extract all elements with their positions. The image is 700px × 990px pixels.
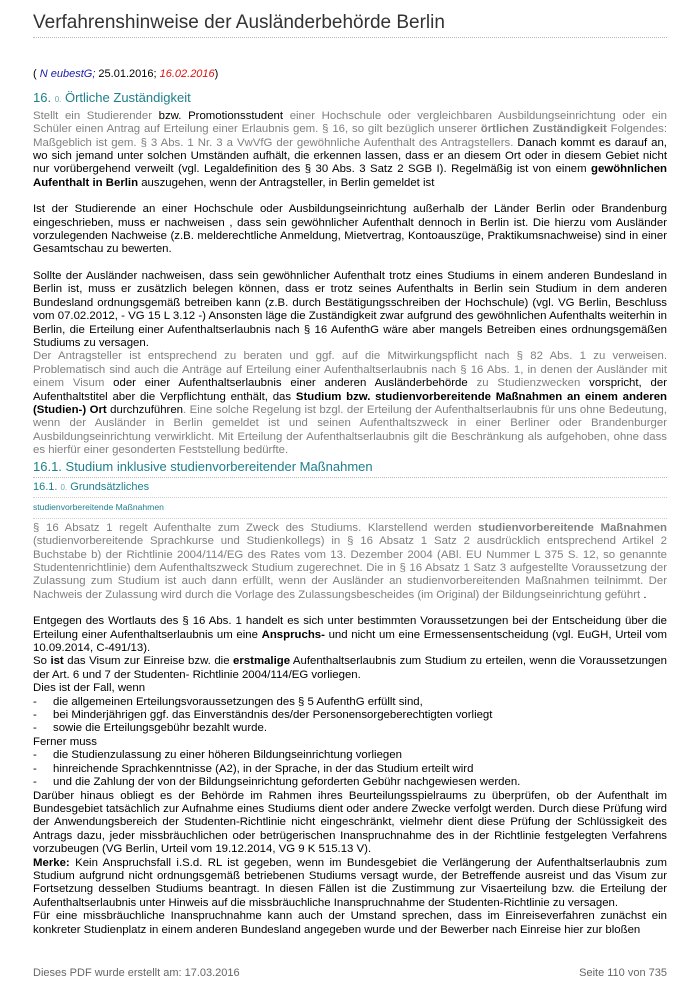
list-item: - die Studienzulassung zu einer höheren Bildungseinrichtung vorliegen <box>33 749 667 762</box>
list-item: - die allgemeinen Erteilungsvoraussetzungen des § 5 AufenthG erfüllt sind, <box>33 696 667 709</box>
text-run: studienvorbereitende Maßnahmen <box>478 521 667 534</box>
paragraph: Dies ist der Fall, wenn <box>33 682 146 695</box>
text-run: Aufenthaltserlaubnis zum Studium zu erteilen, wenn die Voraussetzungen der Art. 6 und 7 der Studenten- Richtlinie 2004/114/EG vorliegen. <box>33 655 667 681</box>
text-run: Studium bzw. studienvorbereitende Maßnahmen an einem anderen (Studien-) Ort <box>33 390 667 416</box>
text-run: oder einer Aufenthaltserlaubnis einer anderen Ausländerbehörde <box>113 377 468 390</box>
page-header-title: Verfahrenshinweise der Ausländerbehörde Berlin <box>33 12 445 33</box>
text-run: Kein Anspruchsfall i.S.d. RL ist gegeben, wenn im Bundesgebiet die Verlängerung der Aufenthaltserlaubnis zum Studium aufgrund nicht ordnungsgemäß betriebenen Studiums versagt wurde, der Betreffende ausreist und das Visum zur Fortsetzung desselben Studiums beantragt. In diesen Fällen ist die Zustimmung zur Visaerteilung bzw. die Erteilung der Aufenthaltserlaubnis unter Hinweis auf die missbräuchliche Inanspruchnahme der Studenten-Richtlinie zu versagen. <box>33 856 667 909</box>
text-run: § 16 Absatz 1 regelt Aufenthalte zum Zweck des Studiums. Klarstellend werden <box>33 521 479 534</box>
paragraph <box>33 857 667 911</box>
text-run: örtlichen Zuständigkeit <box>480 123 607 136</box>
paragraph: Ferner muss <box>33 735 97 748</box>
meta-date-highlight: 16.02.2016 <box>159 68 215 80</box>
paragraph <box>33 350 667 457</box>
text-run: das Visum zur Einreise bzw. die <box>63 655 234 668</box>
section-number: 16. <box>33 90 55 106</box>
subsection-title: Grundsätzliches <box>67 480 150 493</box>
text-run: ist <box>50 655 64 668</box>
paragraph <box>33 615 667 655</box>
meta-close: ) <box>214 68 219 80</box>
list-item: - hinreichende Sprachkenntnisse (A2), in der Sprache, in der das Studium erteilt wird <box>33 763 667 776</box>
text-run: . Eine solche Regelung ist bzgl. der Erteilung der Aufenthaltserlaubnis für uns ohne Bedeutung, wenn der Ausländer in Berlin gemeldet ist und seinen Aufenthaltszweck in einer Berliner oder Brandenburger Ausbildungseinrichtung verwirklicht. Mit Erteilung der Aufenthaltserlaubnis gilt die Beschränkung als aufgehoben, ohne dass es hierfür einer gesonderten Feststellung bedürfte. <box>33 403 667 457</box>
paragraph <box>33 655 667 682</box>
section-title: Örtliche Zuständigkeit <box>61 90 191 106</box>
paragraph: Darüber hinaus obliegt es der Behörde im Rahmen ihres Beurteilungsspielraums zu überprüfen, ob der Aufenthalt im Bundesgebiet tatsächlich zur Aufnahme eines Studiums dient oder andere Zwecke verfolgt werden. Durch diese Prüfung wird der Anwendungsbereich der Studenten-Richtlinie nicht eingeschränkt, vielmehr dient diese Prüfung der Schlüssigkeit des Antrags dazu, jeder missbräuchlichen oder betrügerischen Inanspruchnahme des in der Richtlinie festgelegten Verfahrens vorzubeugen (VG Berlin, Urteil vom 19.12.2014, VG 9 K 515.13 V). <box>33 789 667 856</box>
footer-created-date: Dieses PDF wurde erstellt am: 17.03.2016 <box>33 967 240 979</box>
condition-list <box>33 696 667 736</box>
meta-open: ( <box>33 68 40 80</box>
subsection-number: 16.1. <box>33 480 61 493</box>
section-heading-16-1: 16.1. Studium inklusive studienvorbereitender Maßnahmen <box>33 460 667 478</box>
text-run: durchzuführen <box>106 403 183 416</box>
text-run: einer Hochschule oder vergleichbaren Ausbildungseinrichtung oder ein Schüler einen Antrag auf Erteilung einer Erlaubnis gem. § 16, so gilt bezüglich unserer <box>33 109 668 136</box>
requirement-list <box>33 749 667 789</box>
header-divider <box>33 37 667 38</box>
text-run: Entgegen des Wortlauts des § 16 Abs. 1 handelt es sich unter bestimmten Voraussetzungen bei der Entscheidung über die Erteilung einer Aufenthaltserlaubnis um eine <box>33 615 667 641</box>
text-run: vorspricht, der Aufenthaltstitel aber die Verpflichtung enthält, das <box>33 377 668 403</box>
text-run: Merke: <box>33 856 70 869</box>
text-run: . <box>640 588 647 601</box>
paragraph: Für eine missbräuchliche Inanspruchnahme kann auch der Umstand sprechen, dass im Einreiseverfahren zunächst ein konkreter Studienplatz in einem anderen Bundesland angegeben wurde und der Bewerber nach Einreise hier zur bloßen <box>33 910 667 936</box>
paragraph <box>33 522 667 602</box>
section-heading-16 <box>33 91 667 106</box>
subsection-sub-number: 0. <box>60 482 68 492</box>
document-body <box>33 68 667 937</box>
text-run: So <box>33 655 51 668</box>
footer-page-number: Seite 110 von 735 <box>579 967 667 979</box>
meta-link-neubestg[interactable]: N eubestG; <box>39 68 96 80</box>
subsection-heading-grundsaetzliches <box>33 481 667 498</box>
text-run: (studienvorbereitende Sprachkurse und Studienkollegs) in § 16 Absatz 1 Satz 2 ausdrücklich entsprechend Artikel 2 Buchstabe b) der Richtlinie 2004/114/EG des Rates vom 13. Dezember 2004 (ABl. EU Nummer L 375 S. 12, so genannte Studentenrichtlinie) dem Aufenthaltszweck Studium zugerechnet. Die in § 16 Absatz 1 Satz 3 aufgestellte Voraussetzung der Zulassung zum Studium ist auch dann erfüllt, wenn der Ausländer an studienvorbereitenden Maßnahmen teilnimmt. Der Nachweis der Zulassung wird durch die Vorlage des Zulassungsbescheides (im Original) der Bildungseinrichtung geführt <box>33 535 667 601</box>
section-sub-number: 0. <box>54 95 62 105</box>
text-run: und nicht um eine Ermessensentscheidung (vgl. EuGH, Urteil vom 10.09.2014, C-491/13). <box>33 628 667 655</box>
text-run: Danach kommt es darauf an, wo sich jemand unter solchen Umständen aufhält, die erkennen lassen, dass er an diesem Ort oder in diesem Gebiet nicht nur vorübergehend verweilt (vgl. Legaldefinition des § 30 Abs. 3 Satz 2 SGB I). Regelmäßig ist von einem <box>33 136 667 176</box>
paragraph <box>33 110 667 190</box>
text-run: erstmalige <box>233 655 291 668</box>
text-run: Folgendes: Maßgeblich ist gem. § 3 Abs. 1 Nr. 3 a VwVfG der gewöhnliche Aufenthalt des Antragstellers. <box>33 123 667 149</box>
text-run: auszugehen, wenn der Antragsteller, in Berlin gemeldet ist <box>138 176 435 189</box>
text-run: Der Antragsteller ist entsprechend zu beraten und ggf. auf die Mitwirkungspflicht nach § 82 Abs. 1 zu verweisen. Problematisch sind auch die Anträge auf Erteilung einer Aufenthaltserlaubnis nach § 16 Abs. 1, in denen der Ausländer mit einem Visum <box>33 350 667 390</box>
list-item: - und die Zahlung der von der Bildungseinrichtung geforderten Gebühr nachgewiesen werden. <box>33 776 667 789</box>
list-item: - sowie die Erteilungsgebühr bezahlt wurde. <box>33 722 667 735</box>
list-item: - bei Minderjährigen ggf. das Einverständnis des/der Personensorgeberechtigten vorliegt <box>33 709 667 722</box>
keyword-tag: studienvorbereitende Maßnahmen <box>33 501 667 518</box>
meta-date: 25.01.2016; <box>95 68 160 80</box>
text-run: gewöhnlichen Aufenthalt in Berlin <box>33 163 667 189</box>
paragraph: Sollte der Ausländer nachweisen, dass sein gewöhnlicher Aufenthalt trotz eines Studiums in einem anderen Bundesland in Berlin ist, muss er zusätzlich belegen können, dass er trotz seines Aufenthalts in Berlin sein Studium in dem anderen Bundesland ordnungsgemäß betreiben kann (z.B. durch Bestätigungsschreiben der Hochschule) (vgl. VG Berlin, Beschluss vom 07.02.2012, - VG 15 L 3.12 -) Ansonsten läge die Zuständigkeit zwar aufgrund des gewöhnlichen Aufenthalts weiterhin in Berlin, die Erteilung einer Aufenthaltserlaubnis nach § 16 AufenthG wäre aber mangels Betreiben eines ordnungsgemäßen Studiums zu versagen. <box>33 269 667 349</box>
paragraph: Ist der Studierende an einer Hochschule oder Ausbildungseinrichtung außerhalb der Länder Berlin oder Brandenburg eingeschrieben, muss er nachweisen , dass sein gewöhnlicher Aufenthalt dennoch in Berlin ist. Die hierzu vom Ausländer vorzulegenden Nachweise (z.B. melderechtliche Anmeldung, Mietvertrag, Kontoauszüge, Praktikumsnachweise) sind in einer Gesamtschau zu bewerten. <box>33 203 667 256</box>
text-run: Anspruchs- <box>261 628 325 641</box>
text-run: bzw. Promotionsstudent <box>158 109 284 122</box>
revision-dates <box>33 68 667 81</box>
text-run: Stellt ein Studierender <box>33 109 159 122</box>
text-run: zu Studienzwecken <box>467 377 590 390</box>
